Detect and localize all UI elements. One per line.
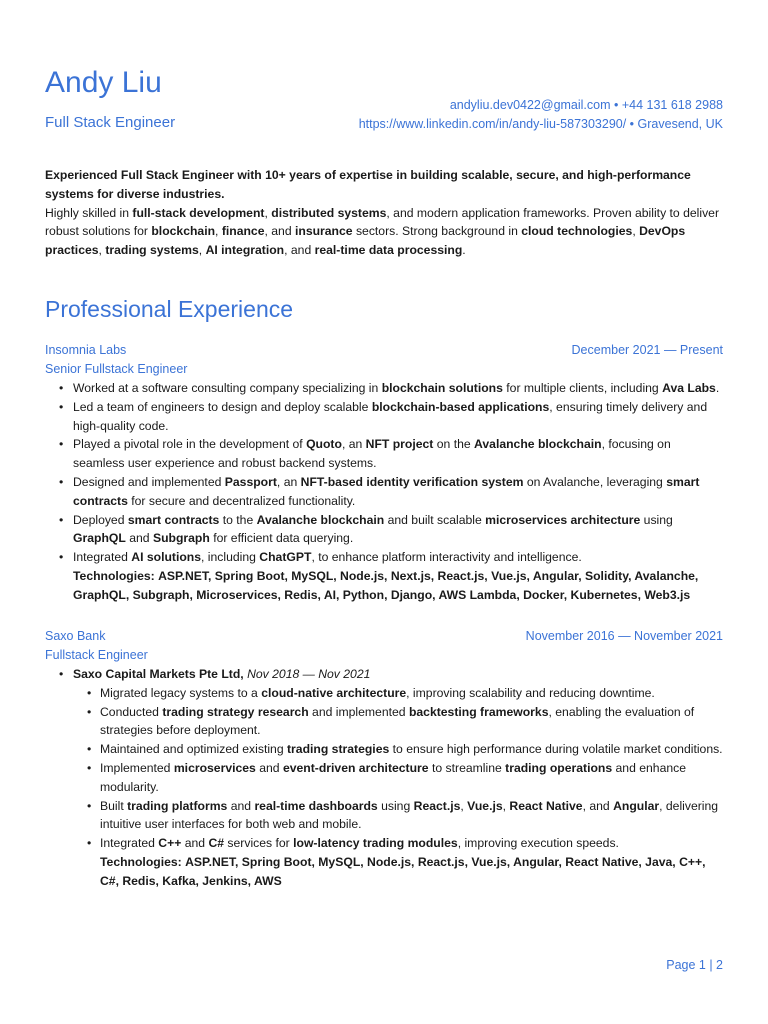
body-text: . (462, 243, 466, 258)
body-text: , and (284, 243, 315, 258)
emphasis-text: blockchain solutions (381, 381, 503, 395)
body-text: , and (582, 798, 614, 813)
emphasis-text: ChatGPT (259, 550, 312, 565)
bullet-item (45, 740, 723, 759)
body-text: , focusing on seamless user experience and robust backend systems. (73, 437, 671, 471)
emphasis-text: C++ (158, 836, 182, 851)
bullet-item (45, 398, 723, 436)
emphasis-text: backtesting frameworks (408, 704, 549, 719)
emphasis-text: Avalanche blockchain (474, 437, 602, 452)
body-text: on Avalanche, leveraging (523, 474, 667, 489)
body-text: , to enhance platform interactivity and intelligence. (311, 550, 582, 565)
job-title: Senior Fullstack Engineer (45, 362, 188, 376)
emphasis-text: Subgraph (152, 531, 210, 546)
summary-intro: Experienced Full Stack Engineer with 10+ years of expertise in building scalable, secure, and high-performance systems for diverse industries. (45, 168, 691, 201)
summary (45, 166, 725, 260)
body-text: Led a team of engineers to design and deploy scalable (73, 399, 372, 414)
body-text: , ensuring timely delivery and high-quality code. (73, 399, 708, 433)
emphasis-text: GraphQL (73, 531, 126, 546)
bullet-item (45, 703, 723, 741)
body-text: and implemented (308, 704, 409, 719)
bullet-item (45, 834, 723, 853)
body-text: Built (100, 798, 128, 813)
emphasis-text: microservices architecture (485, 512, 641, 527)
emphasis-text: NFT project (365, 437, 434, 452)
emphasis-text: AI integration (205, 243, 285, 258)
emphasis-text: Angular (613, 798, 660, 813)
emphasis-text: finance (221, 224, 265, 239)
job-bullets (45, 684, 723, 853)
body-text: and (227, 798, 255, 813)
emphasis-text: low-latency trading modules (293, 836, 458, 851)
sub-company-name: Saxo Capital Markets Pte Ltd, (73, 667, 244, 681)
company-name: Saxo Bank (45, 629, 106, 643)
emphasis-text: trading operations (505, 760, 613, 775)
emphasis-text: blockchain-based applications (371, 399, 550, 414)
emphasis-text: smart contracts (127, 512, 220, 527)
technologies-list: ASP.NET, Spring Boot, MySQL, Node.js, Next.js, React.js, Vue.js, Angular, Solidity, Avalanche, GraphQL, Subgraph, Microservices, Redis, AI, Python, Django, AWS Lambda, Docker, Kubernetes, Web3.js (73, 568, 699, 602)
summary-skills (45, 204, 725, 260)
bullet-item (45, 511, 723, 549)
body-text: , (98, 243, 106, 258)
emphasis-text: blockchain (151, 224, 216, 239)
body-text: Designed and implemented (73, 474, 225, 489)
body-text: , enabling the evaluation of strategies before deployment. (100, 704, 695, 738)
body-text: . (715, 381, 720, 395)
body-text: to streamline (428, 760, 506, 775)
job-entry (45, 341, 723, 605)
body-text: Worked at a software consulting company specializing in (73, 381, 382, 395)
body-text: to ensure high performance during volatile market conditions. (389, 742, 723, 757)
body-text: , (264, 205, 272, 220)
bullet-item (45, 759, 723, 797)
body-text: and built scalable (384, 512, 486, 527)
sub-company-dates: Nov 2018 — Nov 2021 (247, 667, 371, 681)
job-header (45, 627, 723, 665)
emphasis-text: C# (208, 836, 225, 851)
technologies-list: ASP.NET, Spring Boot, MySQL, Node.js, React.js, Vue.js, Angular, React Native, Java, C++, C#, Redis, Kafka, Jenkins, AWS (100, 854, 706, 888)
body-text: on the (433, 437, 475, 452)
section-title: Professional Experience (45, 296, 294, 322)
body-text: Implemented (100, 760, 174, 775)
body-text: Conducted (100, 704, 163, 719)
body-text: , improving scalability and reducing downtime. (406, 685, 655, 700)
candidate-name: Andy Liu (45, 66, 162, 99)
job-title: Fullstack Engineer (45, 648, 148, 662)
technologies-line (45, 853, 723, 891)
job-entry (45, 627, 723, 891)
body-text: , and modern application frameworks. Proven ability to deliver robust solutions for (45, 205, 719, 239)
bullet-item (45, 797, 723, 835)
emphasis-text: trading strategies (286, 742, 390, 757)
body-text: using (640, 512, 673, 527)
body-text: , (502, 798, 510, 813)
emphasis-text: Ava Labs (662, 381, 716, 395)
contact-linkedin-location[interactable]: https://www.linkedin.com/in/andy-liu-587303290/ • Gravesend, UK (358, 117, 723, 131)
contact-info (359, 96, 723, 134)
body-text: Integrated (100, 836, 159, 851)
emphasis-text: DevOps practices (45, 224, 686, 258)
body-text: and (125, 531, 153, 546)
emphasis-text: real-time dashboards (254, 798, 378, 813)
body-text: Played a pivotal role in the development of (73, 437, 307, 452)
body-text: sectors. Strong background in (352, 224, 522, 239)
body-text: , (215, 224, 222, 239)
emphasis-text: Passport (224, 474, 277, 489)
technologies-label: Technologies: (100, 854, 182, 869)
emphasis-text: microservices (173, 760, 256, 775)
emphasis-text: NFT-based identity verification system (300, 474, 524, 489)
emphasis-text: AI solutions (131, 550, 202, 565)
emphasis-text: Avalanche blockchain (256, 512, 385, 527)
body-text: Integrated (73, 550, 132, 565)
body-text: and (255, 760, 283, 775)
body-text: Maintained and optimized existing (100, 742, 287, 757)
bullet-item (45, 684, 723, 703)
job-dates: November 2016 — November 2021 (525, 629, 723, 643)
emphasis-text: trading systems (105, 243, 199, 258)
technologies-label: Technologies: (73, 568, 155, 583)
body-text: , delivering intuitive user interfaces for both web and mobile. (100, 798, 719, 832)
body-text: , improving execution speeds. (457, 836, 619, 851)
body-text: , (632, 224, 640, 239)
body-text: for efficient data querying. (209, 531, 354, 546)
emphasis-text: React.js (413, 798, 461, 813)
job-dates: December 2021 — Present (571, 343, 723, 357)
emphasis-text: full-stack development (132, 205, 265, 220)
body-text: using (377, 798, 414, 813)
emphasis-text: smart contracts (73, 474, 700, 508)
emphasis-text: cloud technologies (521, 224, 633, 239)
emphasis-text: trading strategy research (162, 704, 309, 719)
page-indicator: Page 1 | 2 (666, 958, 723, 972)
job-header (45, 341, 723, 379)
company-name: Insomnia Labs (45, 343, 127, 357)
emphasis-text: Vue.js (467, 798, 503, 813)
bullet-item (45, 473, 723, 511)
body-text: and (181, 836, 209, 851)
body-text: , (460, 798, 468, 813)
body-text: services for (224, 836, 294, 851)
candidate-role: Full Stack Engineer (45, 114, 176, 131)
technologies-line (45, 567, 723, 605)
body-text: , and (264, 224, 295, 239)
body-text: to the (219, 512, 257, 527)
emphasis-text: cloud-native architecture (261, 685, 407, 700)
bullet-item (45, 379, 723, 398)
emphasis-text: distributed systems (271, 205, 387, 220)
body-text: Migrated legacy systems to a (100, 685, 262, 700)
body-text: Highly skilled in (45, 205, 133, 220)
job-bullets (45, 379, 723, 567)
body-text: , including (201, 550, 260, 565)
body-text: Deployed (73, 512, 128, 527)
body-text: , an (276, 474, 301, 489)
body-text: for secure and decentralized functionality. (127, 493, 356, 508)
contact-email-phone[interactable]: andyliu.dev0422@gmail.com • +44 131 618 2988 (449, 98, 723, 112)
bullet-item (45, 548, 723, 567)
emphasis-text: React Native (509, 798, 583, 813)
body-text: , (198, 243, 206, 258)
emphasis-text: Quoto (306, 437, 342, 452)
emphasis-text: event-driven architecture (282, 760, 429, 775)
body-text: and enhance modularity. (100, 760, 687, 794)
emphasis-text: insurance (294, 224, 353, 239)
emphasis-text: trading platforms (127, 798, 228, 813)
emphasis-text: real-time data processing (314, 243, 463, 258)
sub-company-list (45, 665, 723, 684)
body-text: for multiple clients, including (502, 381, 663, 395)
body-text: , an (341, 437, 366, 452)
bullet-item (45, 435, 723, 473)
sub-company-item (45, 665, 723, 684)
